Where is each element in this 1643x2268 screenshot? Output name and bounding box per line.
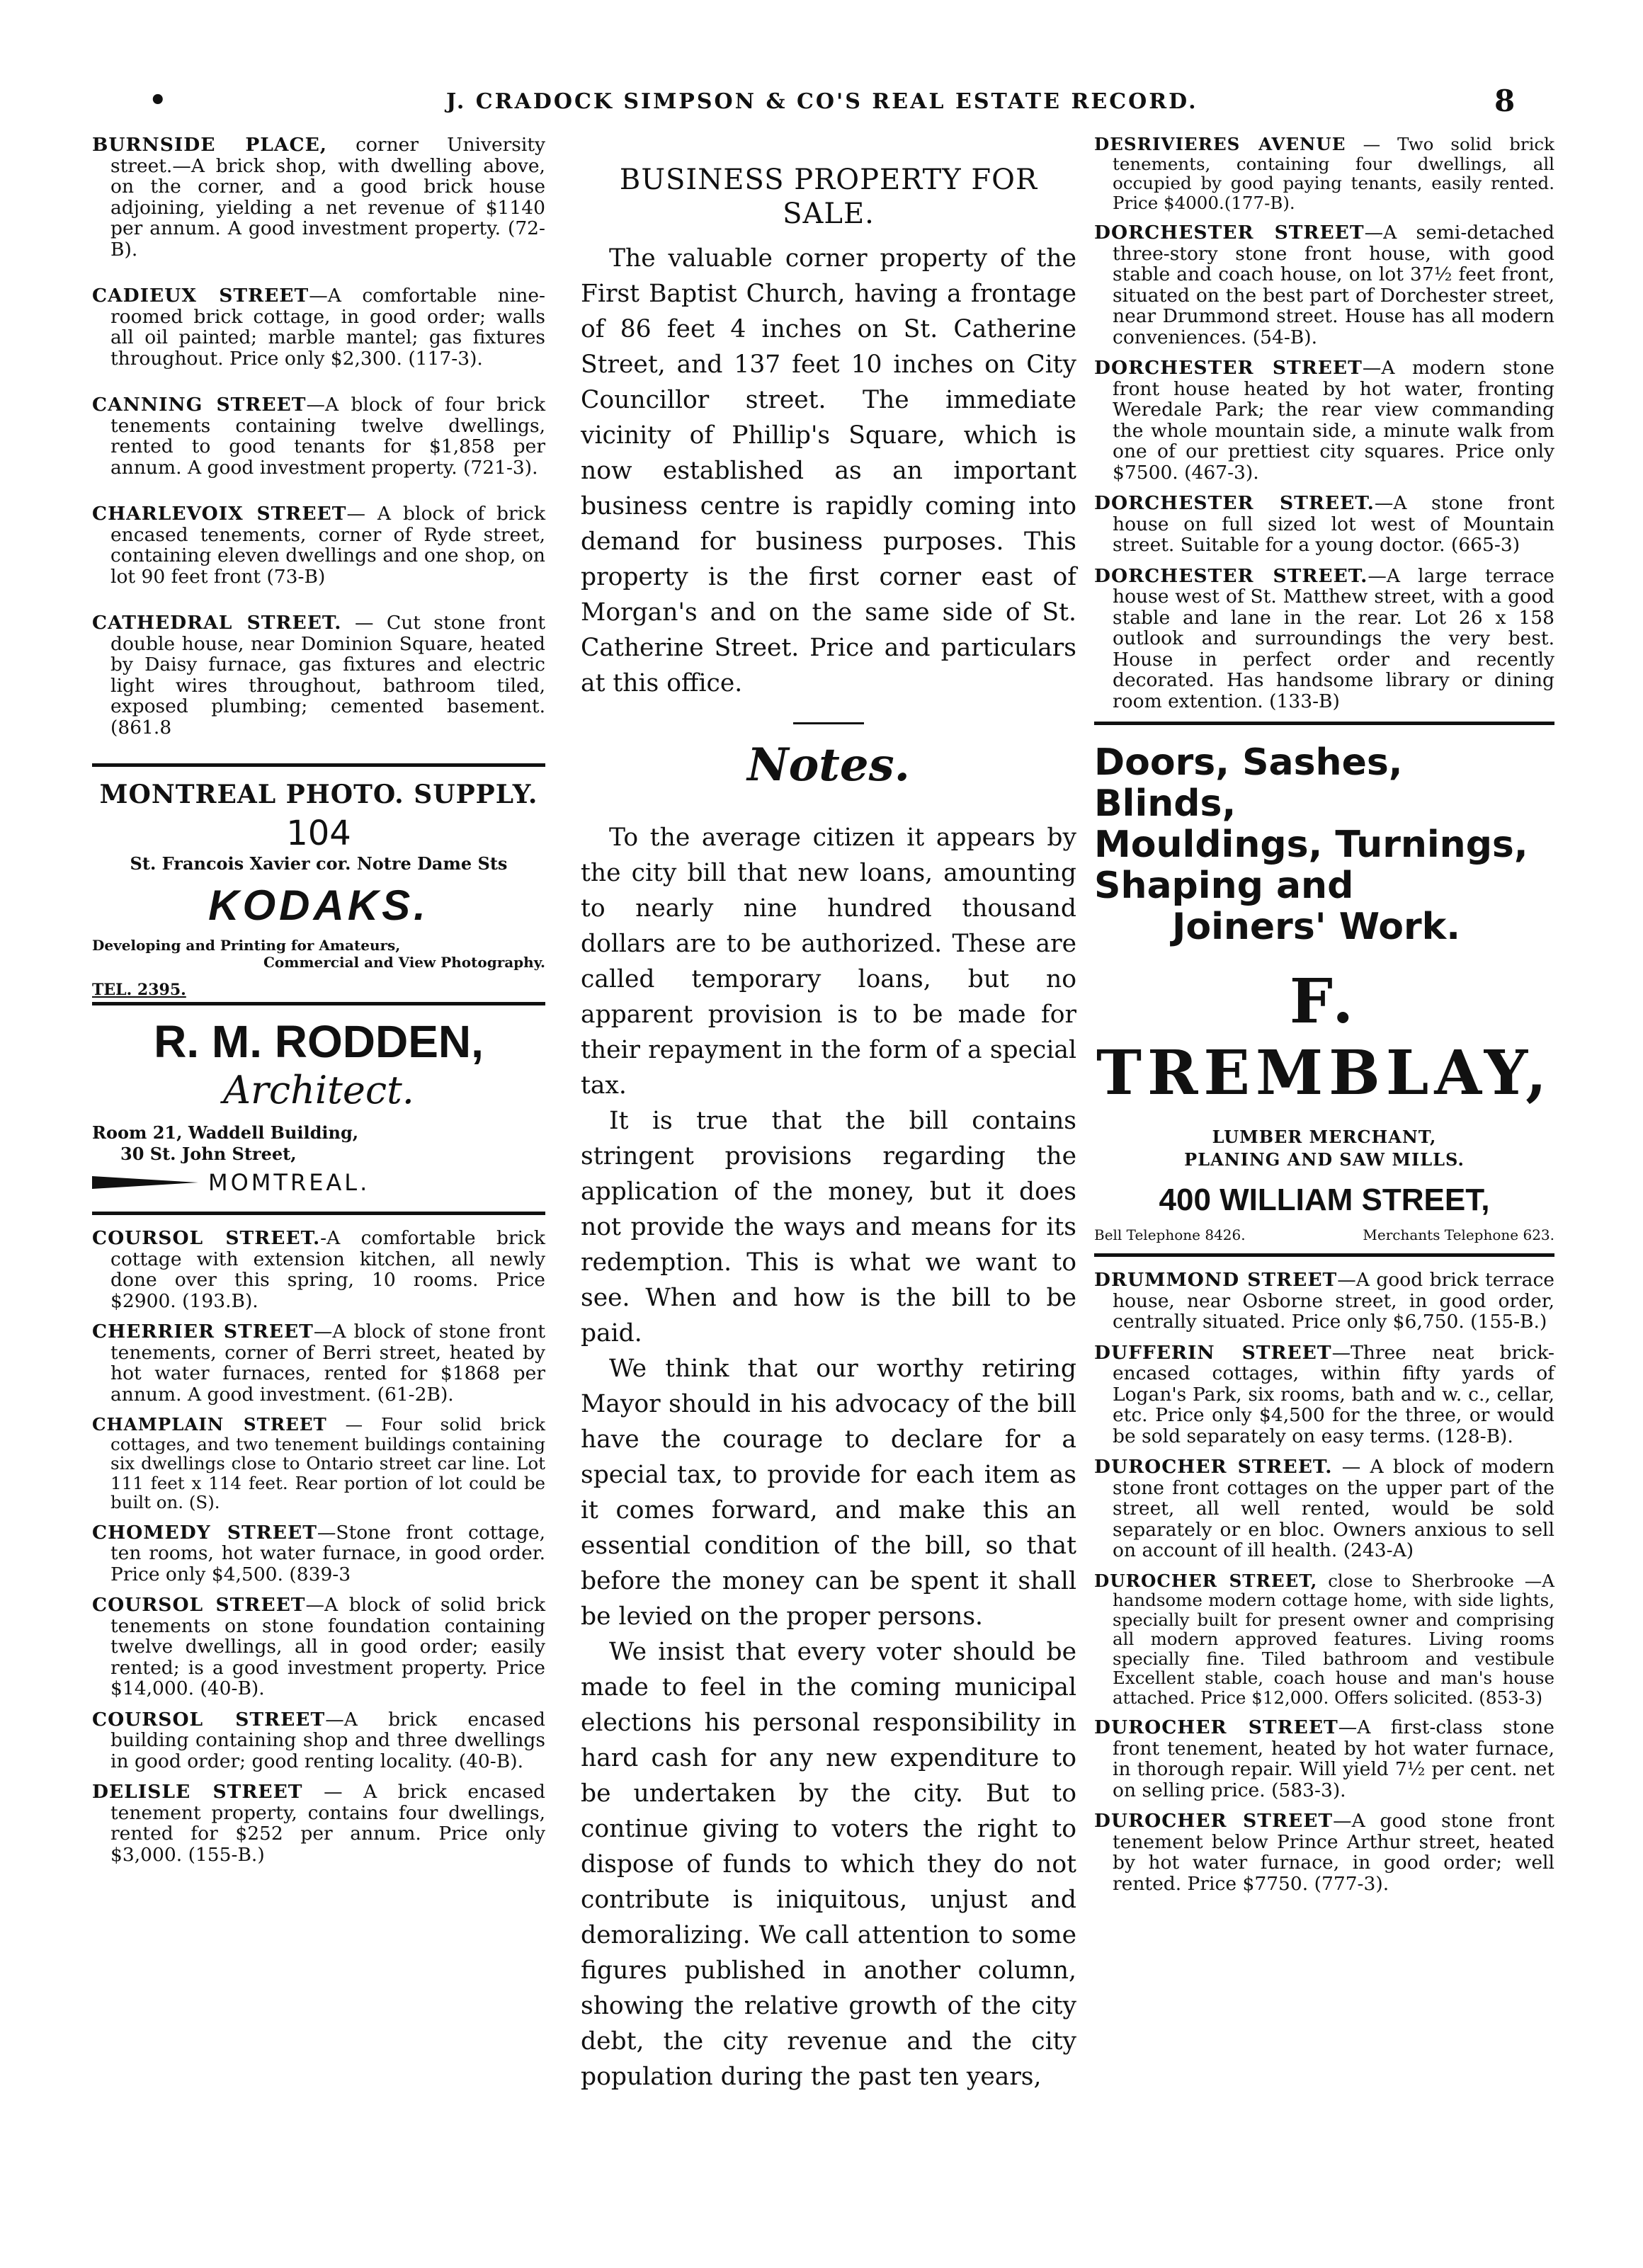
listing-text: —A brick encased building containing shop and three dwellings in good order; good renting locality. (40-B). (110, 1708, 545, 1772)
divider (1094, 722, 1554, 725)
notes-heading: Notes. (747, 739, 910, 792)
running-title: J. CRADOCK SIMPSON & CO'S REAL ESTATE RECORD. (446, 89, 1198, 114)
short-divider (793, 722, 864, 724)
tremblay-line3: Shaping and (1094, 865, 1354, 907)
tremblay-name: F. TREMBLAY, (1096, 966, 1553, 1109)
tremblay-lumber: LUMBER MERCHANT, (1212, 1127, 1437, 1147)
listing-entry (1094, 1571, 1554, 1708)
listing-text: —A block of stone front tenements, corner of Berri street, heated by hot water furnaces, rented for $1868 per annum. A good investment. (61-2B). (110, 1321, 545, 1406)
rodden-title: Architect. (223, 1068, 414, 1112)
listing-text: — Four solid brick cottages, and two tenement buildings containing six dwellings close to Ontario street car line. Lot 111 feet x 114 feet. Rear portion of lot could be built on. (S). (110, 1414, 546, 1512)
listing-text: — Two solid brick tenements, containing four dwellings, all occupied by good paying tenants, easily rented. Price $4000.(177-B). (1113, 134, 1554, 213)
listing-street: BURNSIDE PLACE, (92, 134, 328, 156)
listing-text: —A good brick terrace house, near Osborne street, in good order, centrally situated. Price only $6,750. (155-B.) (1113, 1269, 1554, 1333)
listing-entry (1094, 1343, 1554, 1447)
listing-text: —Three neat brick-encased cottages, within fifty yards of Logan's Park, six rooms, bath and w. c., cellar, etc. Price only $4,500 for the three, or would be sold separately on easy terms. (128-B). (1113, 1341, 1554, 1447)
listing-street: DORCHESTER STREET (1094, 357, 1363, 379)
listing-text: —A block of solid brick tenements on stone foundation containing twelve dwellings, all in good order; easily rented; is a good investment property. Price $14,000. (40-B). (110, 1594, 545, 1699)
listing-street: DUROCHER STREET. (1094, 1456, 1333, 1478)
listing-street: CHAMPLAIN STREET (92, 1414, 327, 1435)
divider (92, 1212, 545, 1215)
listing-entry (1094, 222, 1554, 348)
column-center (581, 135, 1076, 2095)
rodden-ad (92, 1015, 545, 1196)
listing-entry (92, 503, 545, 587)
photo-ad-street: St. Francois Xavier cor. Notre Dame Sts (130, 853, 508, 874)
listing-entry (1094, 566, 1554, 712)
wedge-ornament (92, 1176, 198, 1189)
listing-street: DUROCHER STREET (1094, 1810, 1334, 1832)
listing-entry (1094, 1270, 1554, 1333)
listing-street: CHOMEDY STREET (92, 1521, 317, 1544)
merchants-telephone: Merchants Telephone 623. (1363, 1226, 1554, 1243)
listing-text: —A good stone front tenement below Prince Arthur street, heated by hot water furnace, in good order; well rented. Price $7750. (777-3). (1113, 1810, 1554, 1895)
listing-text: — Cut stone front double house, near Dominion Square, heated by Daisy furnace, gas fixtures and electric light wires throughout, bathroom tiled, exposed plumbing; cemented basement.(861.8 (110, 612, 545, 739)
listing-street: CHARLEVOIX STREET (92, 503, 347, 525)
listing-entry (92, 135, 545, 260)
notes-paragraph: We think that our worthy retiring Mayor should in his advocacy of the bill have the courage to declare for a special tax, to provide for each item as it comes forward, and make this an essential condition of the bill, so that before the money can be spent it shall be levied on the proper persons. (581, 1355, 1076, 1631)
listing-entry (92, 1321, 545, 1405)
page-header (0, 84, 1643, 126)
listing-entry (1094, 1811, 1554, 1894)
listing-street: COURSOL STREET (92, 1708, 326, 1731)
listing-entry (1094, 1457, 1554, 1561)
listing-entry (92, 1522, 545, 1585)
rodden-room: Room 21, Waddell Building, (92, 1122, 359, 1143)
listing-text: — A block of modern stone front cottages on the upper part of the street, all well rented, would be sold separately or en bloc. Owners anxious to sell on account of ill health. (243-A) (1113, 1456, 1554, 1561)
business-heading: BUSINESS PROPERTY FOR SALE. (619, 164, 1038, 230)
photo-ad-commercial: Commercial and View Photography. (263, 954, 545, 971)
listing-street: DORCHESTER STREET (1094, 222, 1365, 244)
photo-ad-number: 104 (286, 814, 351, 853)
notes-paragraph: We insist that every voter should be made to feel in the coming municipal elections his personal responsibility in hard cash for any new expenditure to be undertaken by the city. But to continue giving to voters the right to dispose of funds to which they do not contribute is iniquitous, unjust and demoralizing. We call attention to some figures published in another column, showing the relative growth of the city debt, the city revenue and the city population during the past ten years, (581, 1638, 1076, 2091)
listing-text: —A first-class stone front tenement, heated by hot water furnace, in thorough repair. Will yield 7½ per cent. net on selling price. (583-3). (1113, 1716, 1554, 1801)
listing-street: DRUMMOND STREET (1094, 1269, 1338, 1291)
notes-body (581, 820, 1076, 2095)
listings-group-b (92, 1228, 545, 1865)
listing-street: CADIEUX STREET (92, 285, 309, 307)
listing-text: -A comfortable brick cottage with extension kitchen, all newly done over this spring, 10 rooms. Price $2900. (193.B). (110, 1227, 545, 1312)
tremblay-planing: PLANING AND SAW MILLS. (1184, 1149, 1465, 1170)
listing-street: COURSOL STREET (92, 1594, 306, 1616)
listing-text: —Stone front cottage, ten rooms, hot water furnace, in good order. Price only $4,500. (839-3 (110, 1521, 545, 1585)
listing-entry (92, 285, 545, 369)
listing-entry (1094, 358, 1554, 483)
listing-entry (1094, 1717, 1554, 1801)
listing-street: DUROCHER STREET, (1094, 1570, 1318, 1591)
listing-entry (92, 1228, 545, 1311)
listing-street: CATHEDRAL STREET. (92, 612, 342, 634)
listing-text: close to Sherbrooke —A handsome modern cottage home, with side lights, specially built for present owner and comprising all modern approved features. Living rooms specially fine. Tiled bathroom and vestibule Excellent stable, coach house and man's house attached. Price $12,000. Offers solicited. (853-3) (1113, 1570, 1554, 1708)
listing-street: DORCHESTER STREET. (1094, 492, 1375, 514)
business-text: The valuable corner property of the First Baptist Church, having a frontage of 86 feet 4 inches on St. Catherine Street, and 137 feet 10 inches on City Councillor street. The immediate vicinity of Phillip's Square, which is now established as an important business centre is rapidly coming into demand for business purposes. This property is the first corner east of Morgan's and on the same side of St. Catherine Street. Price and particulars at this office. (581, 244, 1076, 697)
rodden-name: R. M. RODDEN, (154, 1016, 484, 1067)
listing-street: DELISLE STREET (92, 1781, 303, 1803)
tremblay-line2: Mouldings, Turnings, (1094, 824, 1528, 866)
listing-entry (1094, 493, 1554, 556)
divider (92, 763, 545, 767)
listing-text: — A block of brick encased tenements, corner of Ryde street, containing eleven dwellings and one shop, on lot 90 feet front (73-B) (110, 503, 545, 588)
listing-text: —A modern stone front house heated by hot water, fronting Weredale Park; the rear view commanding the whole mountain side, a minute walk from one of our prettiest city squares. Price only $7500. (467-3). (1113, 357, 1554, 484)
tremblay-street: 400 WILLIAM STREET, (1159, 1183, 1490, 1217)
listings-group-a (92, 135, 545, 738)
listing-street: DESRIVIERES AVENUE (1094, 134, 1346, 154)
listing-street: CHERRIER STREET (92, 1321, 314, 1343)
column-right (1094, 135, 1554, 1904)
listing-entry (92, 1415, 545, 1512)
rodden-city: MOMTREAL. (208, 1169, 370, 1196)
listing-entry (92, 1595, 545, 1699)
divider (1094, 1253, 1554, 1257)
listing-street: CANNING STREET (92, 394, 307, 416)
notes-paragraph: It is true that the bill contains stringent provisions regarding the application of the money, but it does not provide the ways and means for its redemption. This is what we want to see. When and how is the bill to be paid. (581, 1107, 1076, 1347)
listing-text: —A stone front house on full sized lot west of Mountain street. Suitable for a young doctor. (665-3) (1113, 492, 1554, 556)
listing-text: —A semi-detached three-story stone front house, with good stable and coach house, on lot 37½ feet front, situated on the best part of Dorchester street, near Drummond street. House has all modern conveniences. (54-B). (1113, 222, 1554, 348)
photo-supply-ad (92, 780, 545, 1005)
listing-text: — A brick encased tenement property, contains four dwellings, rented for $252 per annum. Price only $3,000. (155-B.) (110, 1781, 545, 1866)
photo-ad-tel: TEL. 2395. (92, 981, 545, 1005)
listings-group-d (1094, 1270, 1554, 1894)
listing-entry (92, 394, 545, 478)
listing-entry (92, 612, 545, 738)
tremblay-phones (1094, 1226, 1554, 1243)
listing-entry (92, 1782, 545, 1865)
listing-street: DUFFERIN STREET (1094, 1341, 1332, 1364)
bell-telephone: Bell Telephone 8426. (1094, 1226, 1246, 1243)
listing-text: —A large terrace house west of St. Matthew street, with a good stable and lane in the rear. Lot 26 x 158 outlook and surroundings the very best. House in perfect order and recently decorated. Has handsome library or dining room extention. (133-B) (1113, 564, 1554, 712)
listing-entry (1094, 135, 1554, 212)
page-number: 8 (1494, 84, 1516, 118)
photo-ad-developing: Developing and Printing for Amateurs, (92, 937, 401, 954)
tremblay-ad (1094, 742, 1554, 1243)
listing-entry (92, 1709, 545, 1772)
header-dot: • (149, 84, 167, 117)
photo-ad-name: MONTREAL PHOTO. SUPPLY. (99, 780, 538, 809)
notes-paragraph: To the average citizen it appears by the city bill that new loans, amounting to nearly nine hundred thousand dollars are to be authorized. These are called temporary loans, but no apparent provision is to be made for their repayment in the form of a special tax. (581, 824, 1076, 1100)
listing-text: —A comfortable nine-roomed brick cottage, in good order; walls all oil painted; marble mantel; gas fixtures throughout. Price only $2,300. (117-3). (110, 285, 546, 370)
listing-text: corner University street.—A brick shop, with dwelling above, on the corner, and a good brick house adjoining, yielding a net revenue of $1140 per annum. A good investment property. (72-B). (110, 134, 546, 261)
photo-ad-kodaks: KODAKS. (208, 882, 429, 929)
tremblay-line4: Joiners' Work. (1172, 906, 1461, 948)
rodden-street: 30 St. John Street, (120, 1144, 297, 1164)
column-left (92, 135, 545, 1875)
rodden-city-line (92, 1169, 545, 1196)
listing-street: DUROCHER STREET (1094, 1716, 1338, 1738)
listing-street: COURSOL STREET. (92, 1227, 321, 1249)
tremblay-line1: Doors, Sashes, Blinds, (1094, 741, 1403, 825)
listing-text: —A block of four brick tenements containing twelve dwellings, rented to good tenants for $1,858 per annum. A good investment property. (721-3). (110, 394, 545, 479)
listing-street: DORCHESTER STREET. (1094, 564, 1368, 587)
listings-group-c (1094, 135, 1554, 712)
